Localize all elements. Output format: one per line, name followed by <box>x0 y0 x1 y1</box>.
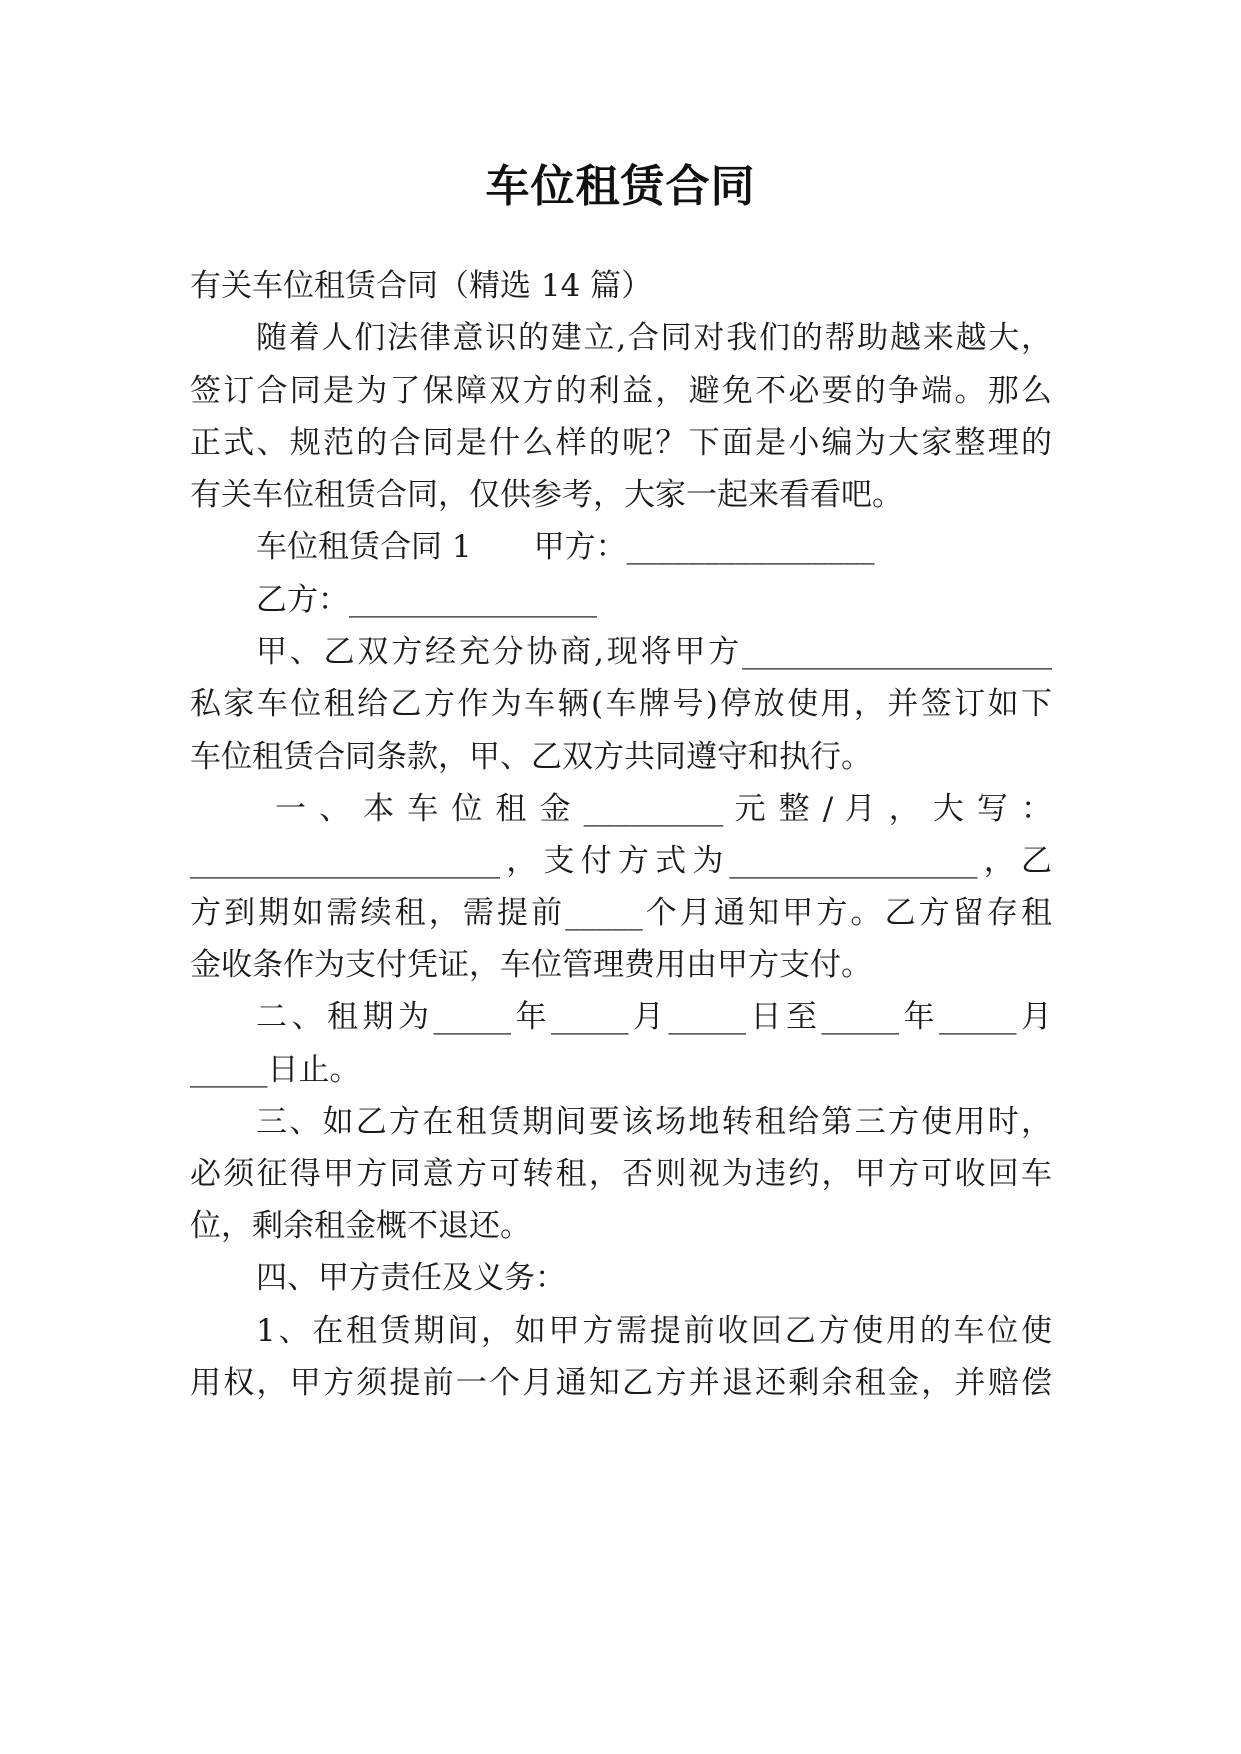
party-b-line: 乙方：________________ <box>256 582 597 618</box>
intro-line-1: 随着人们法律意识的建立,合同对我们的帮助越来越大， <box>256 320 1052 356</box>
clause-4-heading: 四、甲方责任及义务： <box>256 1260 566 1296</box>
document-title: 车位租赁合同 <box>485 161 756 212</box>
intro-line-2: 签订合同是为了保障双方的利益，避免不必要的争端。那么 <box>190 373 1052 409</box>
intro-line-4: 有关车位租赁合同，仅供参考，大家一起来看看吧。 <box>190 477 903 513</box>
clause-4-item-1-line-2: 用权，甲方须提前一个月通知乙方并退还剩余租金，并赔偿 <box>190 1365 1052 1401</box>
contract-heading-party-a: 车位租赁合同 1 甲方：________________ <box>256 529 875 565</box>
clause-1-line-4: 金收条作为支付凭证，车位管理费用由甲方支付。 <box>190 947 872 983</box>
clause-3-line-1: 三、如乙方在租赁期间要该场地转租给第三方使用时， <box>256 1104 1052 1140</box>
clause-1-line-3: 方到期如需续租，需提前_____个月通知甲方。乙方留存租 <box>190 895 1052 931</box>
clause-2-line-1: 二、租期为_____年_____月_____日至_____年_____月 <box>256 999 1052 1035</box>
preamble-line-1: 甲、乙双方经充分协商,现将甲方____________________ <box>256 634 1052 670</box>
clause-3-line-2: 必须征得甲方同意方可转租，否则视为违约，甲方可收回车 <box>190 1156 1052 1192</box>
clause-1-line-2: ____________________，支付方式为________________，乙 <box>190 843 1052 879</box>
clause-2-line-2: _____日止。 <box>190 1052 361 1088</box>
intro-line-3: 正式、规范的合同是什么样的呢？下面是小编为大家整理的 <box>190 425 1052 461</box>
document-subtitle: 有关车位租赁合同（精选 14 篇） <box>190 268 653 304</box>
preamble-line-3: 车位租赁合同条款，甲、乙双方共同遵守和执行。 <box>190 739 872 775</box>
preamble-line-2: 私家车位租给乙方作为车辆(车牌号)停放使用，并签订如下 <box>190 686 1052 722</box>
clause-4-item-1-line-1: 1、在租赁期间，如甲方需提前收回乙方使用的车位使 <box>256 1313 1052 1349</box>
clause-1-line-1: 一 、 本 车 位 租 金 _________ 元 整 / 月 ， 大 写 ： <box>275 791 1052 827</box>
clause-3-line-3: 位，剩余租金概不退还。 <box>190 1208 531 1244</box>
